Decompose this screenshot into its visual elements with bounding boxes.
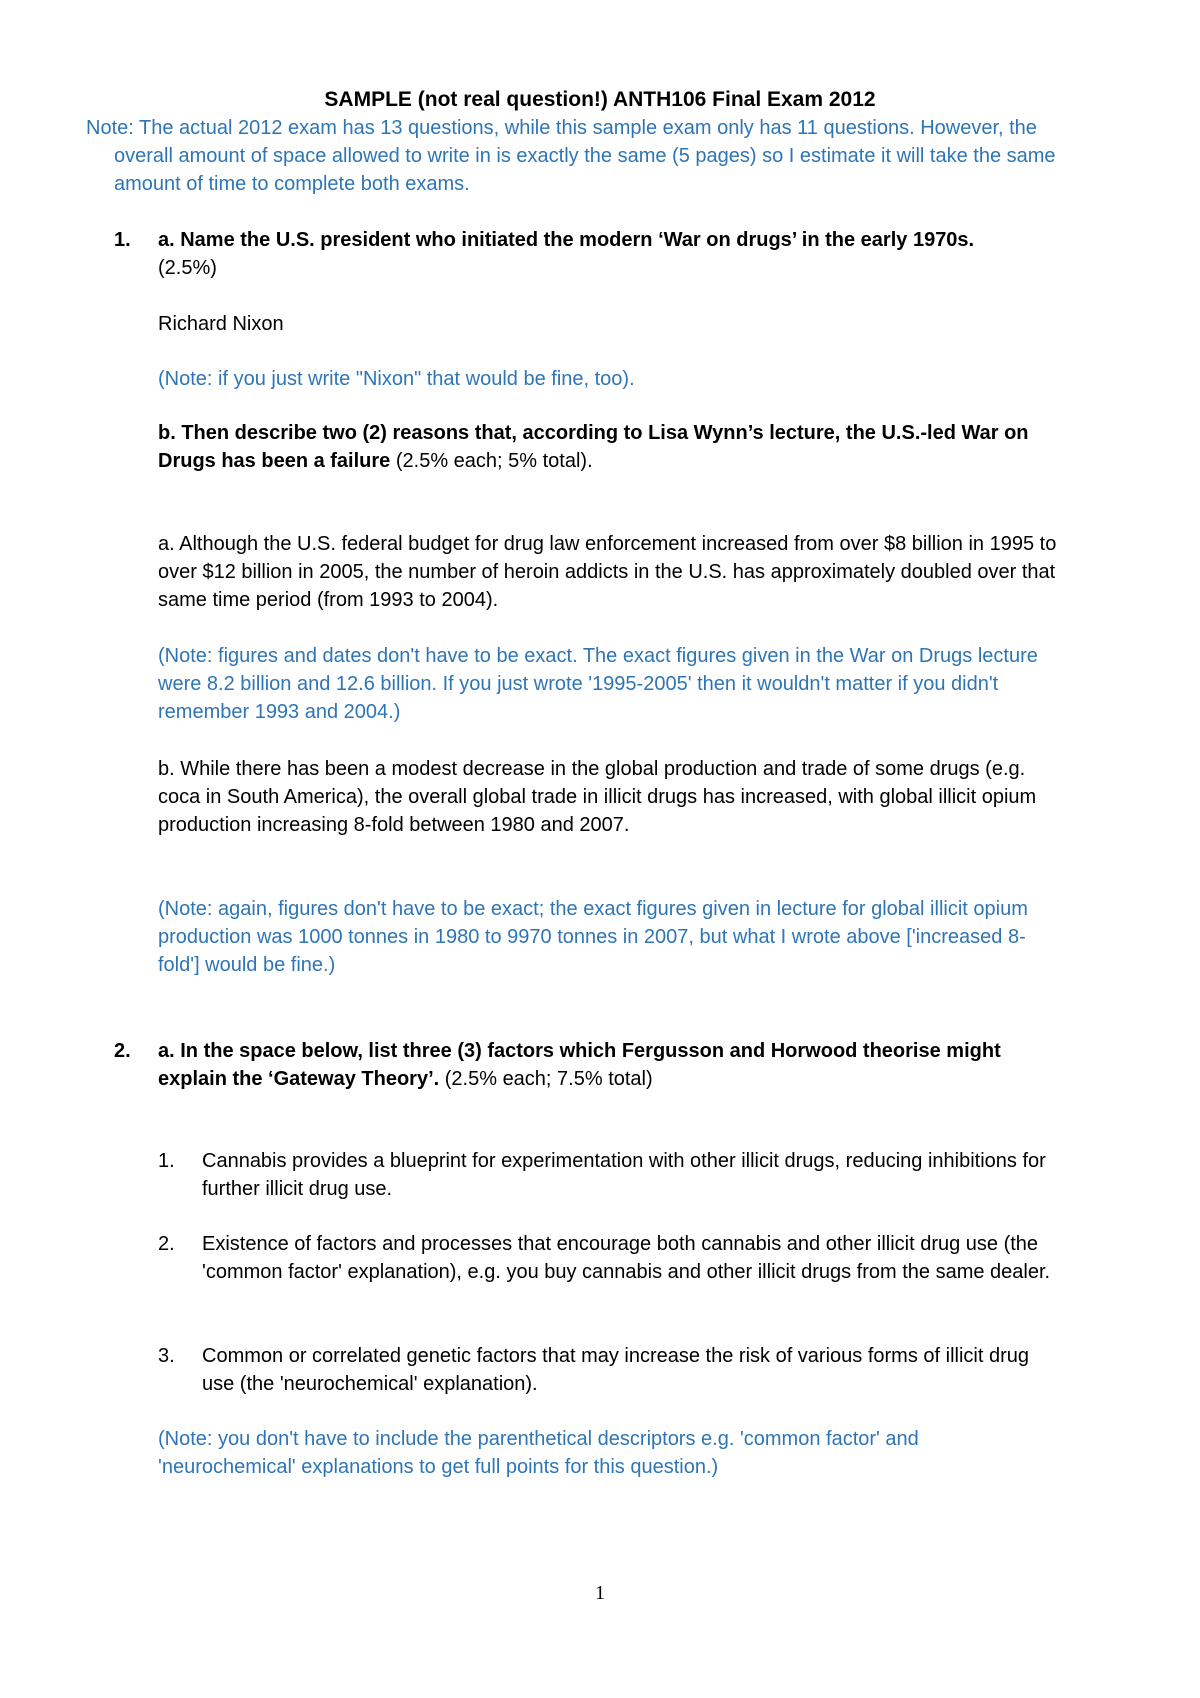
note-2a: (Note: you don't have to include the parenthetical descriptors e.g. 'common factor' and 'neurochemical' explanations to get full points for this question.) bbox=[158, 1428, 919, 1478]
list-item: Existence of factors and processes that encourage both cannabis and other illicit drug use (the 'common factor' explanation), e.g. you buy cannabis and other illicit drugs from the same dealer. bbox=[202, 1233, 1051, 1283]
question-2a-marks: (2.5% each; 7.5% total) bbox=[439, 1068, 653, 1090]
question-1a-prompt bbox=[158, 226, 1038, 282]
list-item-number: 1. bbox=[158, 1150, 175, 1172]
answer-1a: Richard Nixon bbox=[158, 313, 284, 335]
question-1b-prompt bbox=[158, 419, 1038, 475]
note-1a: (Note: if you just write "Nixon" that would be fine, too). bbox=[158, 368, 635, 390]
page-title: SAMPLE (not real question!) ANTH106 Final Exam 2012 bbox=[324, 88, 876, 111]
question-1b-text: b. Then describe two (2) reasons that, according to Lisa Wynn’s lecture, the U.S.-led War on Drugs has been a failure bbox=[158, 422, 1029, 472]
question-1a-text: a. Name the U.S. president who initiated the modern ‘War on drugs’ in the early 1970s. bbox=[158, 229, 975, 251]
intro-note: Note: The actual 2012 exam has 13 questions, while this sample exam only has 11 questions. However, the overall amount of space allowed to write in is exactly the same (5 pages) so I estimate it will take the same amount of time to complete both exams. bbox=[86, 117, 1056, 195]
answer-1b-b: b. While there has been a modest decrease in the global production and trade of some drugs (e.g. coca in South America), the overall global trade in illicit drugs has increased, with global illicit opium production increasing 8-fold between 1980 and 2007. bbox=[158, 758, 1037, 836]
question-1a-marks: (2.5%) bbox=[158, 257, 217, 279]
page-number: 1 bbox=[595, 1582, 605, 1604]
list-item: Cannabis provides a blueprint for experimentation with other illicit drugs, reducing inhibitions for further illicit drug use. bbox=[202, 1150, 1046, 1200]
list-item-number: 3. bbox=[158, 1345, 175, 1367]
note-1b-a: (Note: figures and dates don't have to be exact. The exact figures given in the War on Drugs lecture were 8.2 billion and 12.6 billion. If you just wrote '1995-2005' then it wouldn't matter if you didn't remember 1993 and 2004.) bbox=[158, 645, 1038, 723]
question-1-number: 1. bbox=[114, 229, 131, 251]
list-item-number: 2. bbox=[158, 1233, 175, 1255]
question-2-number: 2. bbox=[114, 1040, 131, 1062]
list-item: Common or correlated genetic factors that may increase the risk of various forms of illicit drug use (the 'neurochemical' explanation). bbox=[202, 1345, 1029, 1395]
question-1b-marks: (2.5% each; 5% total). bbox=[390, 450, 593, 472]
question-2a-prompt bbox=[158, 1037, 1038, 1093]
question-2a-text: a. In the space below, list three (3) factors which Fergusson and Horwood theorise might explain the ‘Gateway Theory’. bbox=[158, 1040, 1001, 1090]
note-1b-b: (Note: again, figures don't have to be exact; the exact figures given in lecture for global illicit opium production was 1000 tonnes in 1980 to 9970 tonnes in 2007, but what I wrote above ['increased 8-fold'] would be fine.) bbox=[158, 898, 1028, 976]
answer-1b-a: a. Although the U.S. federal budget for drug law enforcement increased from over $8 billion in 1995 to over $12 billion in 2005, the number of heroin addicts in the U.S. has approximately doubled over that same time period (from 1993 to 2004). bbox=[158, 533, 1057, 611]
